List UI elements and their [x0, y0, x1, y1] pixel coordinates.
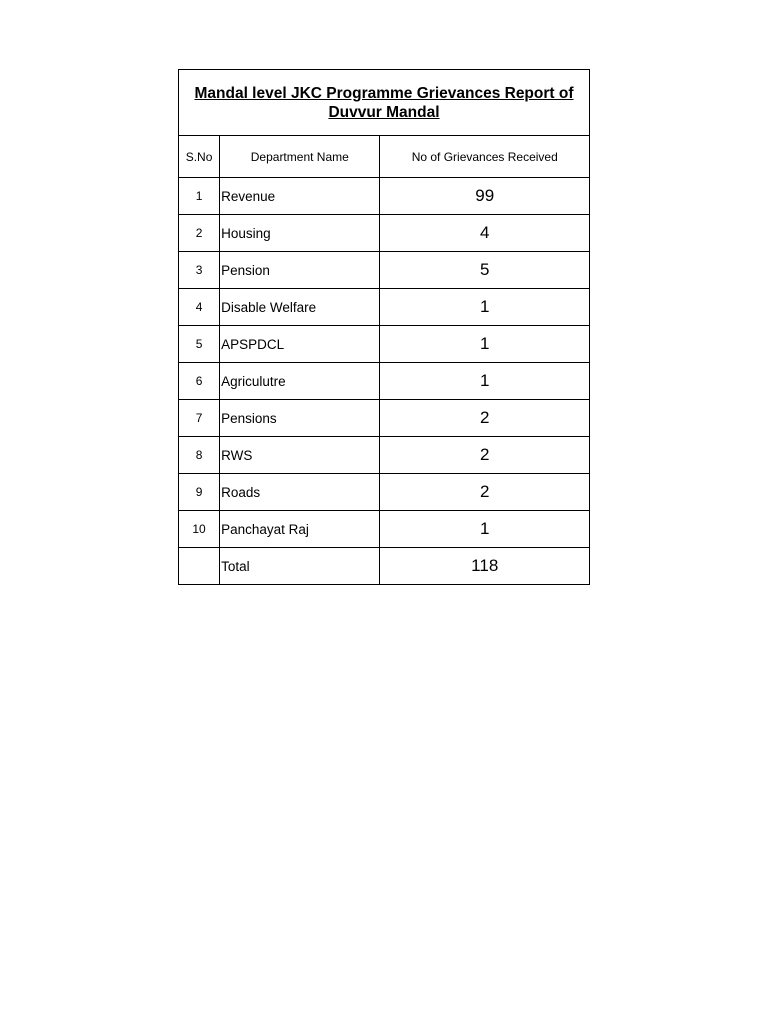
count-cell: 4: [380, 215, 590, 252]
count-cell: 5: [380, 252, 590, 289]
sno-cell: 9: [179, 474, 220, 511]
count-cell: 2: [380, 474, 590, 511]
table-row: [179, 400, 590, 437]
table-row: [179, 326, 590, 363]
count-cell: 1: [380, 511, 590, 548]
department-cell: Agriculutre: [220, 363, 380, 400]
count-cell: 2: [380, 437, 590, 474]
department-cell: Roads: [220, 474, 380, 511]
table-row: [179, 363, 590, 400]
header-sno: S.No: [179, 136, 220, 178]
department-cell: Pension: [220, 252, 380, 289]
table-row: [179, 289, 590, 326]
total-count-cell: 118: [380, 548, 590, 585]
total-label-cell: Total: [220, 548, 380, 585]
sno-cell: 10: [179, 511, 220, 548]
count-cell: 99: [380, 178, 590, 215]
table-row: [179, 252, 590, 289]
table-row: [179, 511, 590, 548]
department-cell: APSPDCL: [220, 326, 380, 363]
title-row: [179, 70, 590, 136]
count-cell: 1: [380, 289, 590, 326]
header-department: Department Name: [220, 136, 380, 178]
count-cell: 1: [380, 363, 590, 400]
title-cell: [179, 70, 590, 136]
count-cell: 1: [380, 326, 590, 363]
department-cell: Pensions: [220, 400, 380, 437]
header-count: No of Grievances Received: [380, 136, 590, 178]
sno-cell: 6: [179, 363, 220, 400]
sno-cell: 7: [179, 400, 220, 437]
total-sno-cell: [179, 548, 220, 585]
header-row: [179, 136, 590, 178]
table-row: [179, 178, 590, 215]
department-cell: RWS: [220, 437, 380, 474]
report-title: Mandal level JKC Programme Grievances Report of Duvvur Mandal: [194, 84, 574, 121]
sno-cell: 5: [179, 326, 220, 363]
department-cell: Revenue: [220, 178, 380, 215]
table-row: [179, 437, 590, 474]
department-cell: Disable Welfare: [220, 289, 380, 326]
department-cell: Housing: [220, 215, 380, 252]
department-cell: Panchayat Raj: [220, 511, 380, 548]
total-row: [179, 548, 590, 585]
count-cell: 2: [380, 400, 590, 437]
sno-cell: 4: [179, 289, 220, 326]
table-row: [179, 215, 590, 252]
grievances-report-table: [178, 69, 590, 585]
sno-cell: 2: [179, 215, 220, 252]
sno-cell: 8: [179, 437, 220, 474]
sno-cell: 1: [179, 178, 220, 215]
table-row: [179, 474, 590, 511]
sno-cell: 3: [179, 252, 220, 289]
